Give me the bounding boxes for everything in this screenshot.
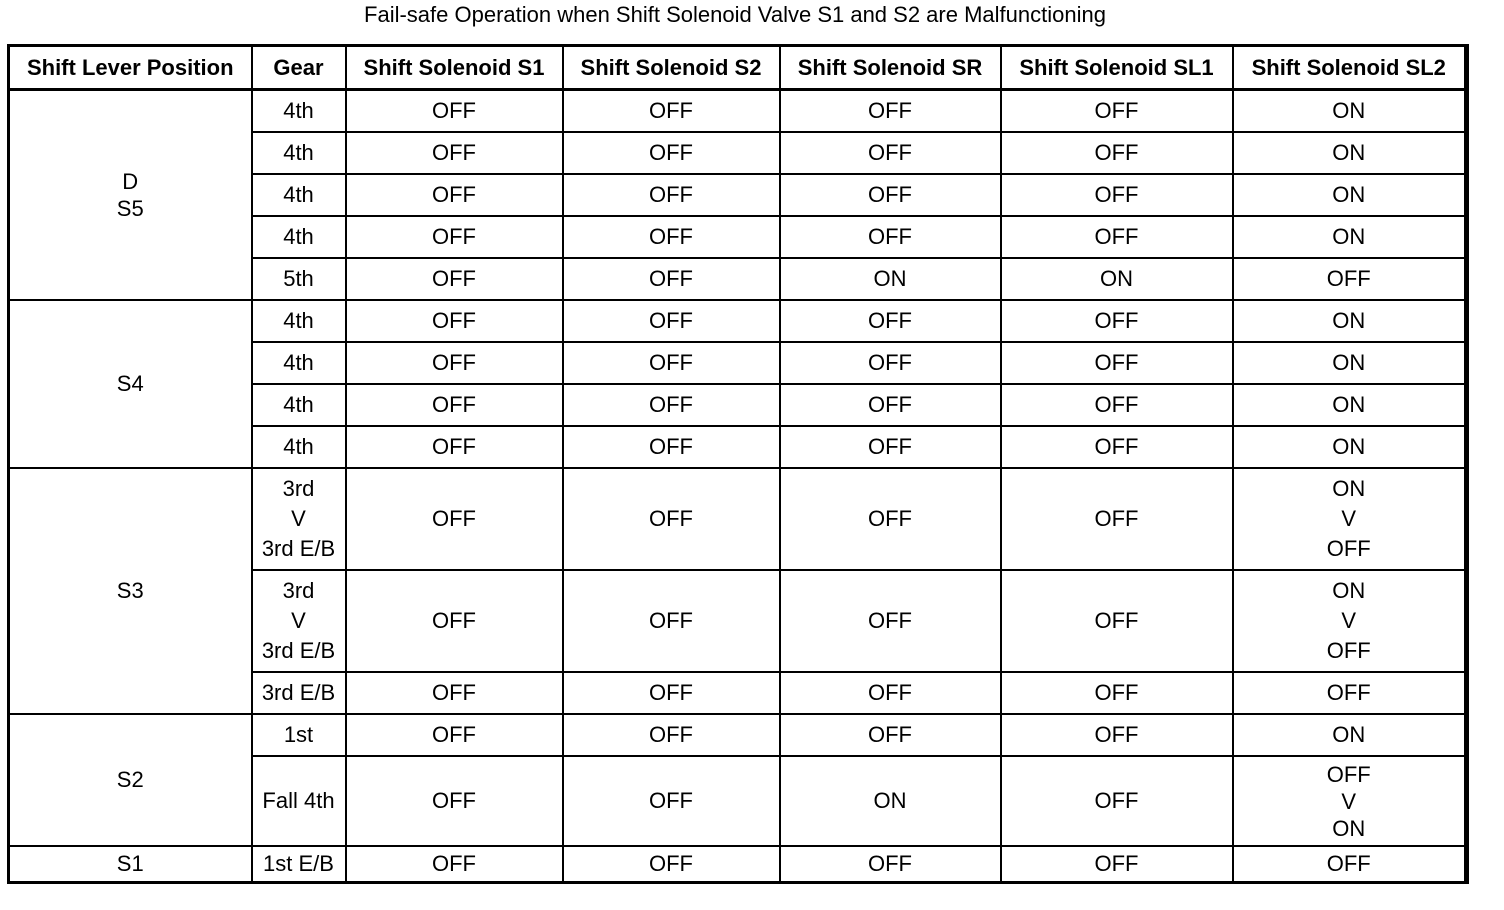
solenoid-sl1-cell: OFF [1001, 300, 1233, 342]
column-header-shift-solenoid-s1: Shift Solenoid S1 [346, 46, 563, 90]
table-row [9, 90, 1467, 133]
column-header-shift-lever-position: Shift Lever Position [9, 46, 252, 90]
sl2-line: ON [1332, 476, 1366, 501]
solenoid-s2-cell: OFF [563, 258, 780, 300]
column-header-shift-solenoid-sl1: Shift Solenoid SL1 [1001, 46, 1233, 90]
gear-cell: 4th [252, 426, 346, 468]
solenoid-sl2-cell: ON [1233, 132, 1467, 174]
shift-lever-position-cell: S1 [9, 846, 252, 883]
table-row [9, 846, 1467, 883]
solenoid-sl2-cell: ON [1233, 216, 1467, 258]
gear-cell [252, 468, 346, 570]
sl2-line: OFF [1326, 761, 1371, 787]
gear-line: 3rd E/B [261, 536, 336, 561]
solenoid-sl1-cell: OFF [1001, 216, 1233, 258]
solenoid-sr-cell: OFF [780, 342, 1001, 384]
solenoid-s1-cell: OFF [346, 174, 563, 216]
solenoid-s1-cell: OFF [346, 90, 563, 133]
solenoid-sr-cell: OFF [780, 384, 1001, 426]
solenoid-sl1-cell: OFF [1001, 174, 1233, 216]
solenoid-sl1-cell: OFF [1001, 468, 1233, 570]
column-header-shift-solenoid-sl2: Shift Solenoid SL2 [1233, 46, 1467, 90]
solenoid-s2-cell: OFF [563, 426, 780, 468]
solenoid-sl1-cell: OFF [1001, 846, 1233, 883]
solenoid-sr-cell: ON [780, 756, 1001, 846]
gear-line: 3rd E/B [261, 638, 336, 663]
gear-line: V [291, 608, 306, 633]
solenoid-sl2-cell [1233, 570, 1467, 672]
solenoid-sr-cell: OFF [780, 300, 1001, 342]
position-line: D [122, 169, 139, 194]
solenoid-sr-cell: OFF [780, 468, 1001, 570]
solenoid-sl1-cell: OFF [1001, 570, 1233, 672]
solenoid-sl2-cell: ON [1233, 174, 1467, 216]
solenoid-s2-cell: OFF [563, 846, 780, 883]
gear-cell: 4th [252, 342, 346, 384]
solenoid-s1-cell: OFF [346, 570, 563, 672]
solenoid-s1-cell: OFF [346, 468, 563, 570]
solenoid-sl1-cell: OFF [1001, 756, 1233, 846]
gear-cell: 5th [252, 258, 346, 300]
solenoid-sr-cell: OFF [780, 846, 1001, 883]
solenoid-sl2-cell: ON [1233, 426, 1467, 468]
solenoid-s1-cell: OFF [346, 714, 563, 756]
column-header-shift-solenoid-s2: Shift Solenoid S2 [563, 46, 780, 90]
solenoid-s1-cell: OFF [346, 132, 563, 174]
solenoid-s1-cell: OFF [346, 426, 563, 468]
solenoid-sl2-cell: ON [1233, 300, 1467, 342]
solenoid-s2-cell: OFF [563, 216, 780, 258]
sl2-line: ON [1332, 815, 1366, 841]
shift-lever-position-cell [9, 90, 252, 301]
solenoid-sr-cell: OFF [780, 570, 1001, 672]
page-title: Fail-safe Operation when Shift Solenoid Valve S1 and S2 are Malfunctioning [364, 2, 1106, 27]
solenoid-s1-cell: OFF [346, 300, 563, 342]
gear-cell: 4th [252, 90, 346, 133]
sl2-line: ON [1332, 578, 1366, 603]
solenoid-s2-cell: OFF [563, 342, 780, 384]
gear-cell: 4th [252, 174, 346, 216]
solenoid-sl1-cell: OFF [1001, 342, 1233, 384]
solenoid-sr-cell: OFF [780, 426, 1001, 468]
position-line: S5 [116, 196, 144, 221]
solenoid-sr-cell: OFF [780, 714, 1001, 756]
solenoid-sl2-cell: ON [1233, 342, 1467, 384]
solenoid-sl2-cell: OFF [1233, 846, 1467, 883]
gear-cell: 1st [252, 714, 346, 756]
solenoid-sr-cell: ON [780, 258, 1001, 300]
sl2-line: V [1341, 788, 1357, 814]
shift-lever-position-cell: S3 [9, 468, 252, 714]
gear-line: 3rd [282, 578, 315, 603]
solenoid-s1-cell: OFF [346, 342, 563, 384]
solenoid-s1-cell: OFF [346, 384, 563, 426]
gear-cell: 4th [252, 384, 346, 426]
solenoid-sr-cell: OFF [780, 672, 1001, 714]
solenoid-sl2-cell: OFF [1233, 258, 1467, 300]
solenoid-sl2-cell: ON [1233, 90, 1467, 133]
solenoid-s2-cell: OFF [563, 714, 780, 756]
solenoid-sl1-cell: OFF [1001, 90, 1233, 133]
solenoid-s1-cell: OFF [346, 672, 563, 714]
gear-cell: 4th [252, 300, 346, 342]
gear-cell [252, 570, 346, 672]
column-header-gear: Gear [252, 46, 346, 90]
gear-cell: Fall 4th [252, 756, 346, 846]
shift-lever-position-cell: S4 [9, 300, 252, 468]
solenoid-sl2-cell: ON [1233, 384, 1467, 426]
solenoid-s2-cell: OFF [563, 300, 780, 342]
solenoid-s2-cell: OFF [563, 132, 780, 174]
gear-cell: 3rd E/B [252, 672, 346, 714]
gear-cell: 4th [252, 132, 346, 174]
solenoid-s2-cell: OFF [563, 672, 780, 714]
solenoid-sl2-cell: ON [1233, 714, 1467, 756]
fail-safe-operation-table [7, 44, 1469, 884]
solenoid-sr-cell: OFF [780, 132, 1001, 174]
gear-line: 3rd [282, 476, 315, 501]
column-header-shift-solenoid-sr: Shift Solenoid SR [780, 46, 1001, 90]
sl2-line: V [1341, 506, 1357, 531]
header-row [9, 46, 1467, 90]
shift-lever-position-cell: S2 [9, 714, 252, 846]
solenoid-sl1-cell: OFF [1001, 672, 1233, 714]
gear-cell: 4th [252, 216, 346, 258]
solenoid-sl2-cell: OFF [1233, 672, 1467, 714]
gear-cell: 1st E/B [252, 846, 346, 883]
solenoid-s2-cell: OFF [563, 384, 780, 426]
solenoid-sl1-cell: OFF [1001, 384, 1233, 426]
sl2-line: OFF [1326, 536, 1371, 561]
solenoid-sl1-cell: OFF [1001, 426, 1233, 468]
gear-line: V [291, 506, 306, 531]
solenoid-sl1-cell: ON [1001, 258, 1233, 300]
table-row [9, 468, 1467, 570]
solenoid-sr-cell: OFF [780, 216, 1001, 258]
solenoid-s1-cell: OFF [346, 846, 563, 883]
solenoid-sl1-cell: OFF [1001, 132, 1233, 174]
table-row [9, 714, 1467, 756]
solenoid-s1-cell: OFF [346, 216, 563, 258]
table-row [9, 300, 1467, 342]
solenoid-sr-cell: OFF [780, 90, 1001, 133]
solenoid-s2-cell: OFF [563, 570, 780, 672]
solenoid-s1-cell: OFF [346, 756, 563, 846]
solenoid-s2-cell: OFF [563, 174, 780, 216]
solenoid-s2-cell: OFF [563, 90, 780, 133]
sl2-line: OFF [1326, 638, 1371, 663]
solenoid-sl1-cell: OFF [1001, 714, 1233, 756]
solenoid-sl2-cell [1233, 468, 1467, 570]
solenoid-sr-cell: OFF [780, 174, 1001, 216]
solenoid-s2-cell: OFF [563, 468, 780, 570]
solenoid-s2-cell: OFF [563, 756, 780, 846]
solenoid-s1-cell: OFF [346, 258, 563, 300]
sl2-line: V [1341, 608, 1357, 633]
solenoid-sl2-cell [1233, 756, 1467, 846]
